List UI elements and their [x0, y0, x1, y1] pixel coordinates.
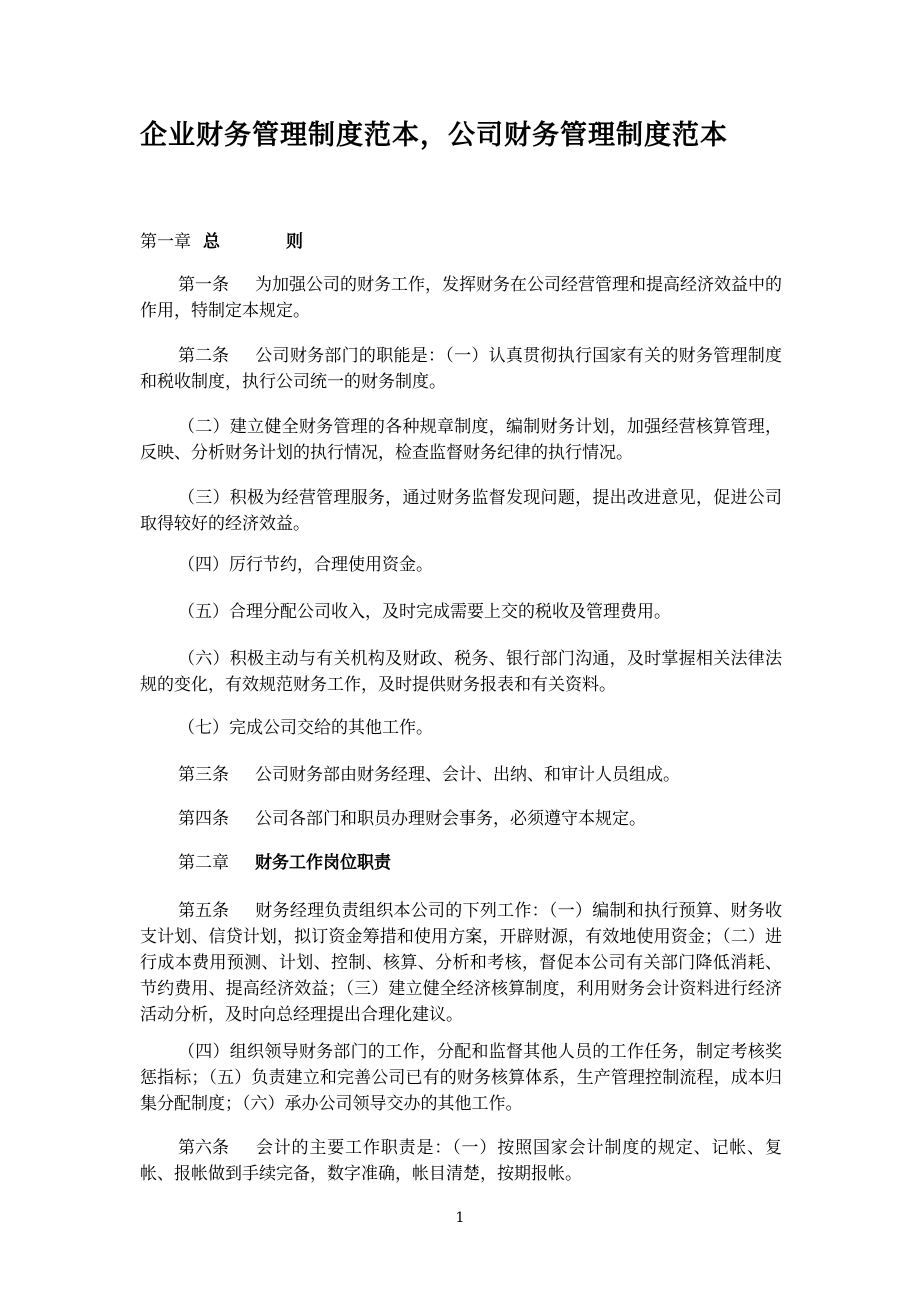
article-number: 第六条 [178, 1138, 229, 1158]
list-paragraph [140, 552, 782, 578]
article-text: 公司各部门和职员办理财会事务，必须遵守本规定。 [255, 809, 646, 829]
article-paragraph [140, 806, 782, 832]
article-text: 会计的主要工作职责是：（一）按照国家会计制度的规定、记帐、复帐、报帐做到手续完备，数字准确，帐目清楚，按期报帐。 [140, 1138, 782, 1184]
paragraph-text: （六）积极主动与有关机构及财政、税务、银行部门沟通，及时掌握相关法律法规的变化，有效规范财务工作，及时提供财务报表和有关资料。 [140, 649, 782, 695]
paragraph-text: （四）组织领导财务部门的工作，分配和监督其他人员的工作任务，制定考核奖惩指标；（五）负责建立和完善公司已有的财务核算体系，生产管理控制流程，成本归集分配制度；（六）承办公司领导交办的其他工作。 [140, 1042, 782, 1114]
article-number: 第四条 [178, 809, 229, 829]
chapter-title: 总则 [203, 232, 369, 252]
chapter-heading-2 [178, 850, 391, 876]
paragraph-text: （四）厉行节约，合理使用资金。 [178, 555, 433, 575]
article-text: 公司财务部由财务经理、会计、出纳、和审计人员组成。 [255, 765, 680, 785]
document-title: 企业财务管理制度范本，公司财务管理制度范本 [140, 120, 728, 151]
page-number: 1 [455, 1210, 465, 1226]
chapter-number: 第二章 [178, 853, 229, 873]
article-number: 第一条 [178, 275, 229, 295]
article-paragraph [140, 898, 782, 1028]
list-paragraph [140, 485, 782, 537]
article-text: 财务经理负责组织本公司的下列工作：（一）编制和执行预算、财务收支计划、信贷计划，拟订资金筹措和使用方案，开辟财源，有效地使用资金；（二）进行成本费用预测、计划、控制、核算、分析和考核，督促本公司有关部门降低消耗、节约费用、提高经济效益；（三）建立健全经济核算制度，利用财务会计资料进行经济活动分析，及时向总经理提出合理化建议。 [140, 901, 782, 1025]
article-paragraph [140, 762, 782, 788]
chapter-heading-1 [140, 229, 369, 255]
article-paragraph [140, 1135, 782, 1187]
article-paragraph [140, 272, 782, 324]
article-number: 第二条 [178, 346, 229, 366]
paragraph-text: （五）合理分配公司收入，及时完成需要上交的税收及管理费用。 [178, 602, 671, 622]
article-text: 公司财务部门的职能是：（一）认真贯彻执行国家有关的财务管理制度和税收制度，执行公司统一的财务制度。 [140, 346, 782, 392]
article-paragraph [140, 343, 782, 395]
paragraph-text: （七）完成公司交给的其他工作。 [178, 718, 433, 738]
chapter-number: 第一章 [140, 232, 191, 252]
article-number: 第三条 [178, 765, 229, 785]
list-paragraph [140, 1039, 782, 1117]
chapter-title: 财务工作岗位职责 [255, 853, 391, 873]
list-paragraph [140, 414, 782, 466]
list-paragraph [140, 715, 782, 741]
list-paragraph [140, 646, 782, 698]
article-number: 第五条 [178, 901, 229, 921]
paragraph-text: （三）积极为经营管理服务，通过财务监督发现问题，提出改进意见，促进公司取得较好的经济效益。 [140, 488, 782, 534]
paragraph-text: （二）建立健全财务管理的各种规章制度，编制财务计划，加强经营核算管理，反映、分析财务计划的执行情况，检查监督财务纪律的执行情况。 [140, 417, 782, 463]
list-paragraph [140, 599, 782, 625]
article-text: 为加强公司的财务工作，发挥财务在公司经营管理和提高经济效益中的作用，特制定本规定。 [140, 275, 782, 321]
